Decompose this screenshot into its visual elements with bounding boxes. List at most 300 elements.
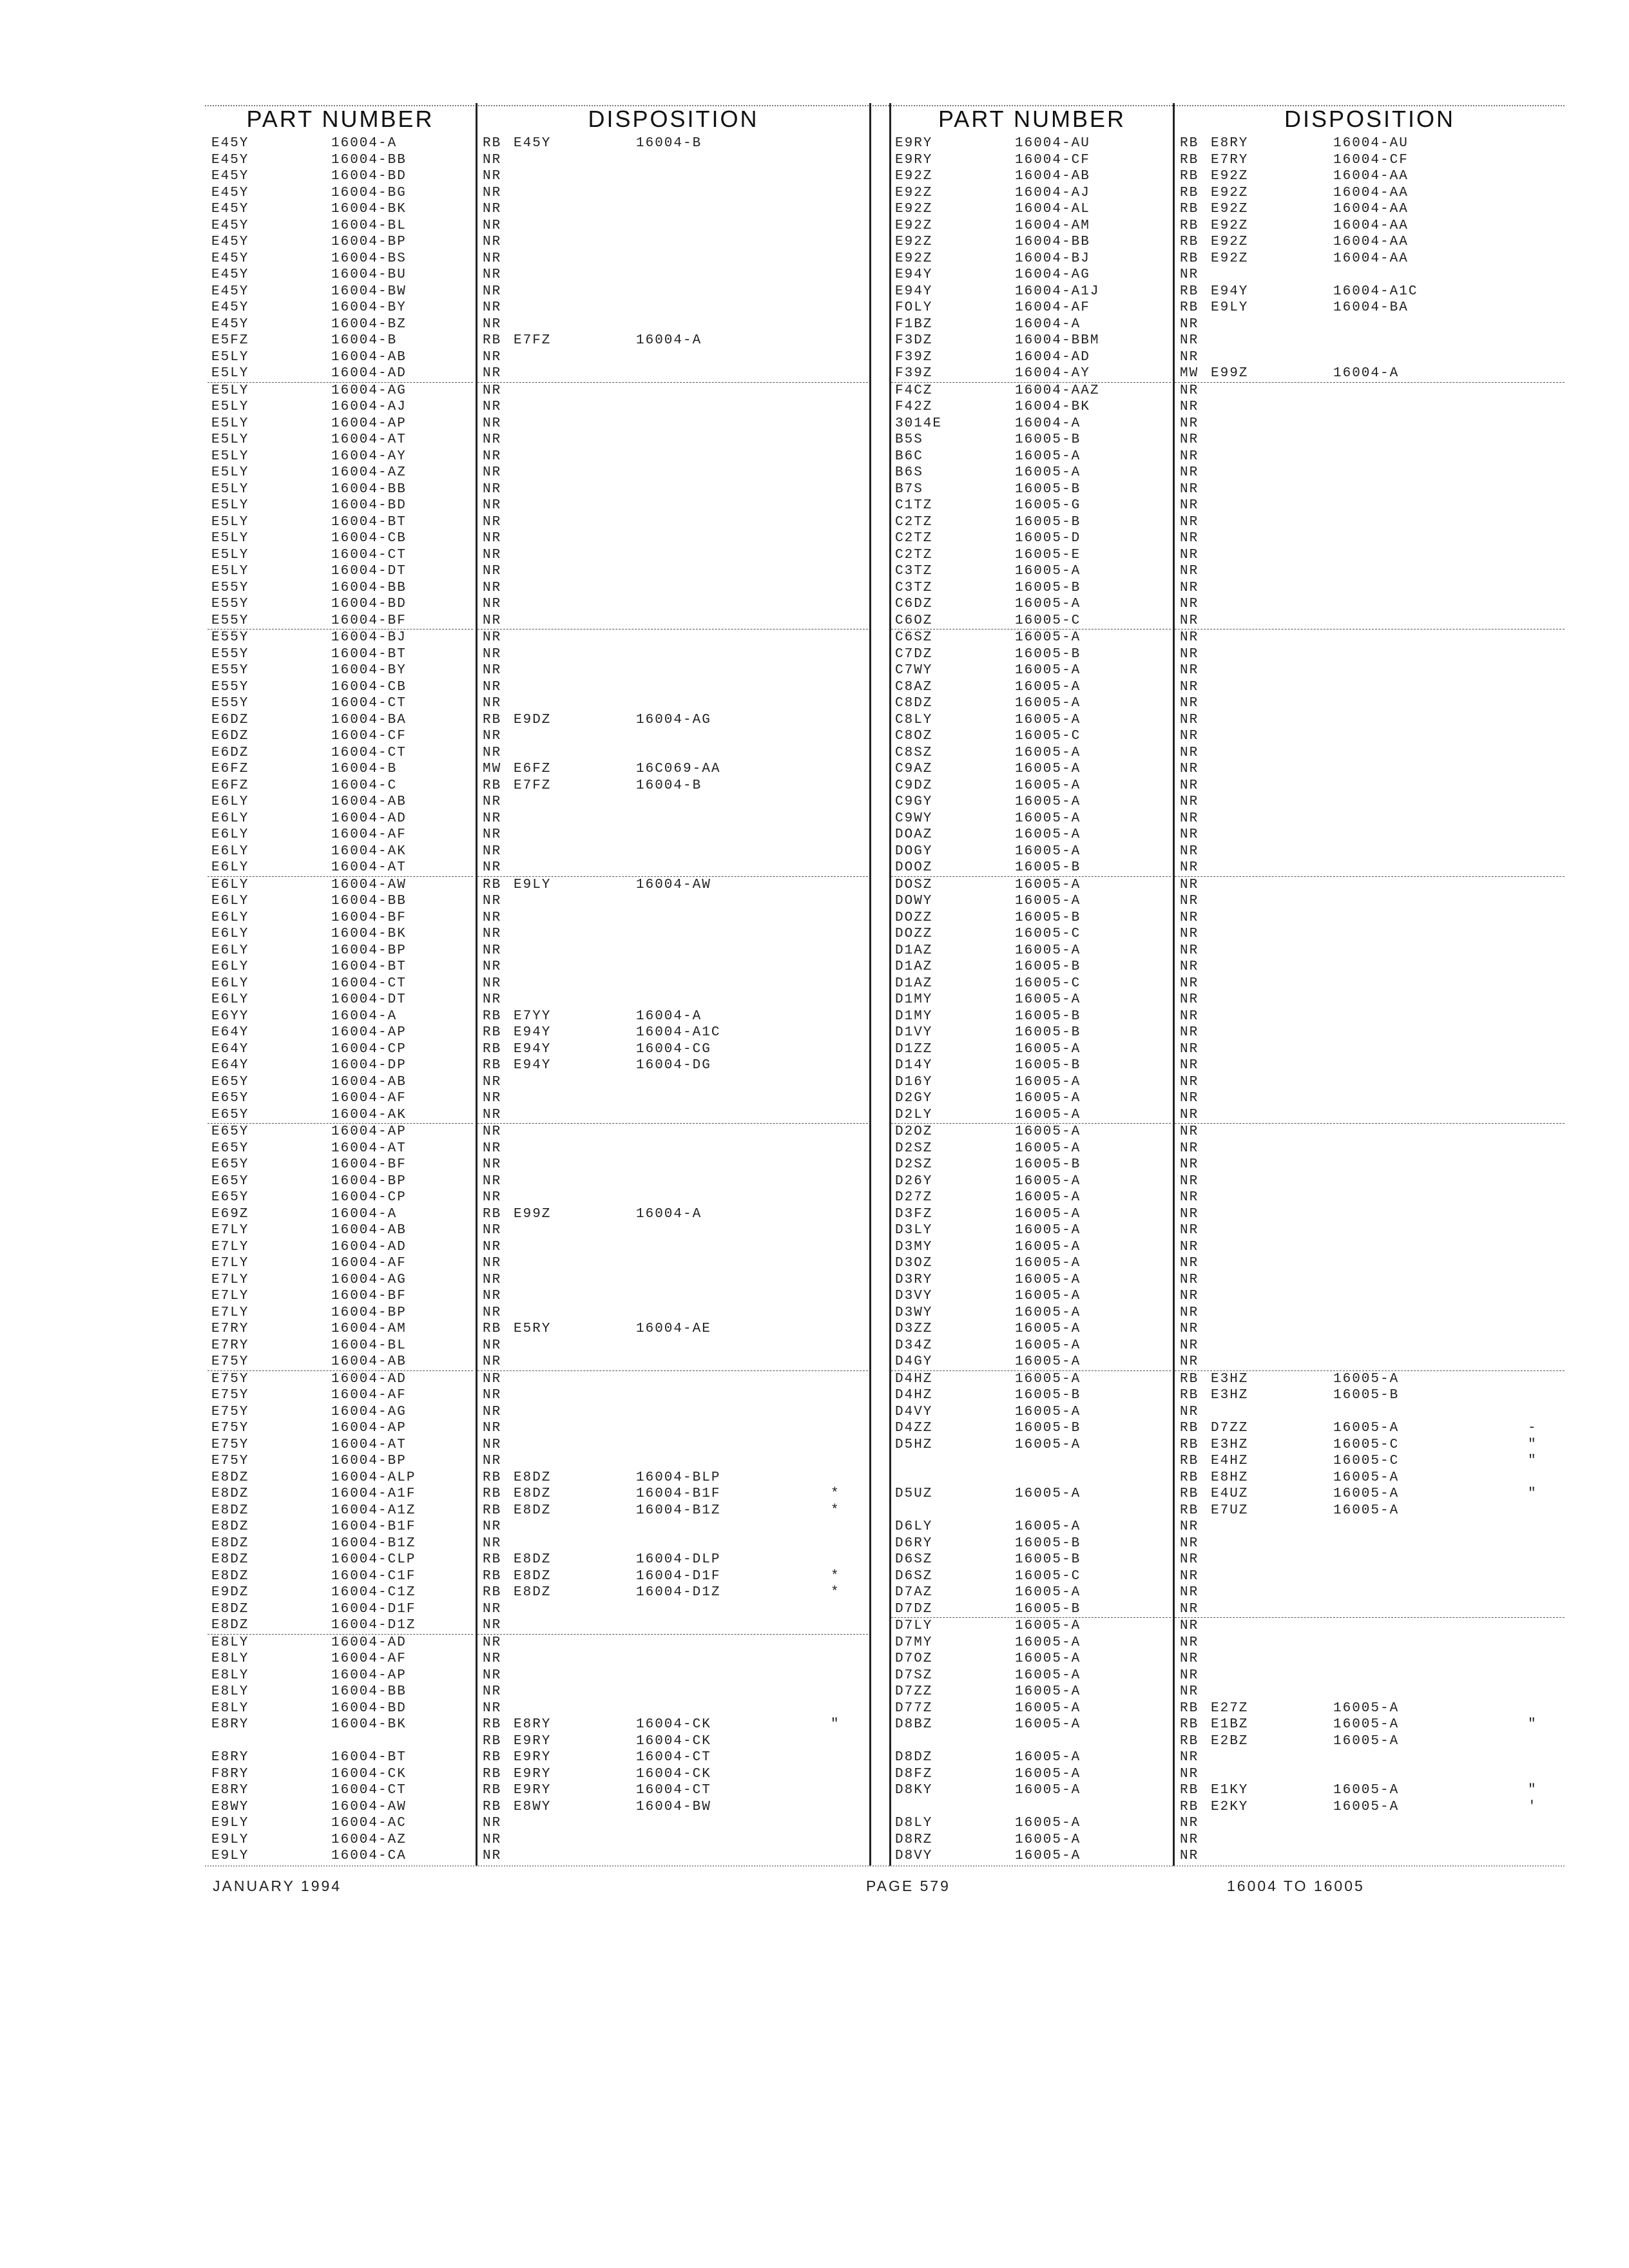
part-number: 16004-AJ [1015,185,1090,200]
disposition-code: RB [1180,1503,1199,1518]
part-number: 16005-A [1015,811,1081,826]
table-row [891,1404,1171,1421]
disposition-code: NR [1180,316,1199,332]
table-row [207,1799,473,1816]
part-prefix: E6LY [211,894,249,908]
table-row [207,497,473,514]
disposition-code: NR [483,235,502,249]
table-row [1175,365,1565,383]
disposition-code: NR [1180,498,1199,513]
part-prefix: E7LY [211,1289,249,1303]
part-prefix: E6LY [211,959,249,974]
table-row [207,992,473,1008]
table-row [207,481,473,498]
table-row [891,218,1171,235]
part-prefix: D7SZ [895,1667,933,1683]
header-part-number-left: PART NUMBER [246,106,434,132]
table-row [891,1832,1171,1849]
table-row [891,1090,1171,1107]
table-row [477,811,868,827]
table-row [891,1782,1171,1799]
table-row [1175,1470,1565,1486]
disposition-code: RB [1180,185,1199,200]
table-row [477,1584,868,1601]
table-row [1175,530,1565,547]
table-row [1175,646,1565,663]
table-row [1175,959,1565,975]
part-number: 16004-B [331,333,398,348]
part-prefix: E8DZ [211,1503,249,1518]
table-row [891,975,1171,992]
part-number: 16005-A [1015,597,1081,611]
part-number: 16004-BF [331,1157,407,1172]
part-number: 16004-BD [331,169,407,184]
table-row [477,152,868,169]
disposition-code: NR [483,316,502,332]
part-prefix: E8DZ [211,1486,249,1501]
table-row [891,1733,1171,1750]
part-prefix: E7LY [211,1223,249,1238]
part-number: 16005-A [1015,564,1081,579]
part-number: 16004-BP [331,235,407,249]
part-number: 16004-CT [331,547,407,562]
row-mark: " [831,1717,840,1732]
disposition-code: NR [1180,481,1199,497]
part-number: 16004-AY [1015,366,1090,381]
part-prefix: E65Y [211,1140,249,1156]
disposition-code: NR [483,1519,502,1534]
part-prefix: E55Y [211,630,249,645]
disposition-code: NR [1180,630,1199,645]
table-row [1175,1090,1565,1107]
table-row [477,1354,868,1371]
table-row [1175,1024,1565,1041]
disposition-code: NR [483,1684,502,1699]
part-prefix: E5LY [211,432,249,447]
table-row [207,778,473,794]
disposition-code: RB [1180,300,1199,315]
table-row [1175,152,1565,169]
part-prefix: D7DZ [895,1601,933,1617]
disposition-code: NR [483,218,502,233]
part-number: 16004-AF [1015,300,1090,315]
table-row [1175,514,1565,531]
replacement-part-number: 16004-A [636,1008,702,1024]
table-row [1175,316,1565,333]
part-number: 16004-CB [331,679,407,695]
disposition-code: NR [1180,1041,1199,1057]
part-number: 16004-BU [331,267,407,282]
table-row [477,1387,868,1404]
table-row [891,1716,1171,1733]
row-mark: " [1528,1437,1537,1452]
part-prefix: E92Z [895,169,933,184]
part-prefix: B7S [895,481,923,497]
table-row [891,679,1171,696]
disposition-code: NR [1180,1535,1199,1551]
table-row [1175,1601,1565,1619]
part-number: 16005-A [1015,1107,1081,1122]
replacement-part-number: 16004-D1Z [636,1585,721,1600]
part-prefix: E55Y [211,580,249,595]
table-row [891,1420,1171,1437]
part-number: 16005-B [1015,910,1081,925]
disposition-code: NR [1180,383,1199,398]
table-row [207,794,473,811]
disposition-code: NR [483,959,502,974]
disposition-code: NR [1180,465,1199,480]
table-row [891,1305,1171,1321]
disposition-code: NR [1180,1058,1199,1073]
table-row [207,745,473,762]
disposition-code: NR [1180,679,1199,695]
part-number: 16005-B [1015,580,1081,595]
disposition-code: NR [1180,1305,1199,1320]
table-row [207,1749,473,1766]
part-prefix: D3MY [895,1239,933,1254]
disposition-code: NR [483,1667,502,1683]
disposition-code: RB [1180,1783,1199,1798]
table-row [1175,218,1565,235]
part-prefix: E69Z [211,1206,249,1222]
table-row [1175,1124,1565,1140]
part-number: 16004-A [331,136,398,151]
disposition-code: NR [1180,943,1199,958]
table-row [1175,1667,1565,1684]
part-number: 16005-B [1015,1157,1081,1172]
part-number: 16004-BB [331,152,407,168]
table-row [207,827,473,843]
replacement-part-number: 16004-CK [636,1733,711,1749]
part-prefix: D1MY [895,1008,933,1024]
disposition-code: NR [483,1454,502,1468]
part-number: 16005-A [1015,1338,1081,1353]
part-prefix: C1TZ [895,498,933,513]
part-number: 16005-A [1015,762,1081,776]
table-row [1175,1832,1565,1849]
disposition-code: NR [483,1421,502,1436]
part-number: 16005-A [1015,827,1081,842]
table-row [891,1618,1171,1635]
disposition-code: NR [483,465,502,480]
replacement-prefix: E9DZ [514,712,552,727]
part-number: 16004-C [331,778,398,793]
part-number: 16005-A [1015,1074,1081,1090]
table-row [477,712,868,729]
part-number: 16004-AF [331,1388,407,1403]
table-row [207,580,473,597]
part-number: 16004-DP [331,1058,407,1073]
row-mark: ' [1528,1799,1537,1814]
disposition-code: NR [483,1338,502,1353]
disposition-code: NR [483,1388,502,1403]
part-number: 16005-A [1015,712,1081,727]
table-row [207,712,473,729]
table-row [1175,1404,1565,1421]
disposition-code: NR [483,1289,502,1303]
table-row [477,1157,868,1173]
table-row [207,1635,473,1651]
disposition-code: NR [483,1437,502,1452]
table-row [207,811,473,827]
table-row [207,1305,473,1321]
part-prefix: D6RY [895,1535,933,1551]
table-row [1175,1782,1565,1799]
table-row [1175,1157,1565,1173]
disposition-code: RB [483,1321,502,1336]
disposition-code: NR [1180,514,1199,530]
table-row [891,1519,1171,1535]
replacement-prefix: D7ZZ [1211,1421,1249,1436]
disposition-code: NR [1180,794,1199,809]
part-number: 16004-ALP [331,1470,416,1485]
table-row [891,1568,1171,1585]
part-prefix: E92Z [895,218,933,233]
disposition-code: NR [1180,1289,1199,1303]
disposition-code: NR [1180,745,1199,760]
part-prefix: E7LY [211,1256,249,1271]
table-row [477,1255,868,1272]
table-row [477,1700,868,1717]
disposition-code: NR [1180,1601,1199,1617]
replacement-part-number: 16005-C [1333,1454,1400,1468]
table-row [1175,877,1565,894]
disposition-code: NR [1180,696,1199,711]
table-row [1175,399,1565,416]
part-number: 16004-BP [331,1454,407,1468]
table-row [1175,761,1565,778]
disposition-code: NR [1180,267,1199,282]
table-row [891,1815,1171,1832]
part-number: 16005-B [1015,646,1081,662]
column-divider-left-end [869,103,871,1866]
part-number: 16005-B [1015,432,1081,447]
table-row [477,1041,868,1058]
table-row [477,383,868,399]
part-prefix: D4ZZ [895,1421,933,1436]
table-row [891,481,1171,498]
table-row [207,1124,473,1140]
replacement-part-number: 16004-A [636,1206,702,1222]
part-number: 16005-A [1015,1305,1081,1320]
disposition-code: NR [1180,1519,1199,1534]
part-prefix: E9DZ [211,1585,249,1600]
table-row [891,943,1171,959]
part-prefix: E5LY [211,531,249,546]
part-prefix: D5UZ [895,1486,933,1501]
part-prefix: E64Y [211,1041,249,1057]
part-number: 16005-A [1015,1190,1081,1205]
table-row [207,1074,473,1091]
part-number: 16004-D1Z [331,1618,416,1633]
part-prefix: E8RY [211,1750,249,1765]
part-number: 16004-BP [331,1305,407,1320]
replacement-prefix: E1BZ [1211,1717,1249,1732]
part-number: 16004-AD [331,366,407,381]
part-number: 16004-BP [331,1173,407,1189]
part-prefix: E6FZ [211,778,249,793]
table-row [207,1057,473,1074]
part-prefix: FOLY [895,300,933,315]
disposition-code: NR [483,1404,502,1419]
part-prefix: C8SZ [895,745,933,760]
disposition-code: NR [1180,959,1199,974]
disposition-code: NR [483,1074,502,1090]
disposition-code: RB [1180,218,1199,233]
part-prefix: D1ZZ [895,1041,933,1057]
replacement-prefix: E9RY [514,1766,552,1782]
replacement-part-number: 16004-CK [636,1766,711,1782]
table-row [891,629,1171,646]
disposition-code: NR [483,1124,502,1139]
part-number: 16005-A [1015,1684,1081,1699]
disposition-code: NR [483,481,502,497]
disposition-code: NR [483,646,502,662]
replacement-part-number: 16004-A1C [1333,284,1418,299]
disposition-code: NR [483,975,502,991]
header-part-number-right: PART NUMBER [938,106,1126,132]
table-row [207,1733,473,1750]
part-prefix: E5LY [211,465,249,480]
part-prefix: E7RY [211,1338,249,1353]
table-row [477,596,868,613]
replacement-part-number: 16005-A [1333,1486,1400,1501]
replacement-prefix: E3HZ [1211,1437,1249,1452]
part-number: 16005-A [1015,679,1081,695]
table-row [1175,1338,1565,1354]
table-row [1175,251,1565,267]
part-prefix: E92Z [895,202,933,216]
part-prefix: E8DZ [211,1601,249,1617]
table-row [891,811,1171,827]
table-row [1175,1815,1565,1832]
table-row [1175,1074,1565,1091]
table-row [207,316,473,333]
replacement-prefix: E8RY [1211,136,1249,151]
table-row [477,1519,868,1535]
replacement-prefix: E7FZ [514,333,552,348]
part-prefix: E75Y [211,1421,249,1436]
part-prefix: F4CZ [895,383,933,398]
part-number: 16005-A [1015,1091,1081,1106]
table-row [891,1470,1171,1486]
table-row [207,1404,473,1421]
table-row [477,267,868,284]
part-number: 16004-CT [331,745,407,760]
part-prefix: D1VY [895,1025,933,1040]
replacement-prefix: E9RY [514,1750,552,1765]
replacement-prefix: E2KY [1211,1799,1249,1814]
table-row [1175,1848,1565,1865]
part-prefix: C9AZ [895,762,933,776]
table-row [477,416,868,432]
replacement-prefix: E8HZ [1211,1470,1249,1485]
table-row [477,1437,868,1454]
replacement-prefix: E27Z [1211,1700,1249,1716]
part-prefix: DOAZ [895,827,933,842]
replacement-prefix: E99Z [514,1206,552,1222]
part-number: 16005-A [1015,1849,1081,1863]
part-prefix: D7MY [895,1635,933,1650]
part-number: 16004-BJ [331,630,407,645]
table-row [477,1832,868,1849]
table-row [891,1486,1171,1503]
replacement-prefix: E4HZ [1211,1454,1249,1468]
part-number: 16004-A [331,1206,398,1222]
part-prefix: E75Y [211,1437,249,1452]
disposition-code: NR [483,1849,502,1863]
table-row [477,580,868,597]
part-number: 16004-CT [331,975,407,991]
row-mark: " [1528,1717,1537,1732]
part-number: 16004-BY [331,663,407,678]
table-row [477,1321,868,1338]
part-number: 16004-BF [331,910,407,925]
table-row [1175,926,1565,943]
part-number: 16005-A [1015,1750,1081,1765]
table-row [207,1206,473,1223]
table-row [477,465,868,481]
part-number: 16005-A [1015,1206,1081,1222]
part-prefix: E6LY [211,992,249,1007]
part-prefix: E94Y [895,267,933,282]
part-number: 16004-BK [1015,399,1090,414]
table-row [207,514,473,531]
part-prefix: D2OZ [895,1124,933,1139]
disposition-code: RB [1180,1486,1199,1501]
table-row [891,1635,1171,1651]
disposition-code: NR [483,696,502,711]
table-row [1175,1008,1565,1025]
part-number: 16005-A [1015,1816,1081,1831]
table-row [207,1453,473,1470]
part-number: 16005-C [1015,1568,1081,1584]
part-prefix: E7RY [211,1321,249,1336]
disposition-code: NR [1180,1849,1199,1863]
table-row [207,1024,473,1041]
part-prefix: E64Y [211,1025,249,1040]
part-number: 16004-AB [331,1223,407,1238]
table-row [891,399,1171,416]
table-row [477,234,868,251]
replacement-part-number: 16004-AW [636,877,711,892]
disposition-code: NR [1180,1140,1199,1156]
table-row [1175,1189,1565,1206]
part-number: 16005-A [1015,1124,1081,1139]
disposition-code: NR [483,1700,502,1716]
disposition-code: NR [483,1140,502,1156]
disposition-code: RB [483,1733,502,1749]
table-row [1175,185,1565,202]
table-row [207,383,473,399]
disposition-code: NR [483,514,502,530]
table-row [1175,300,1565,316]
table-row [207,959,473,975]
disposition-code: NR [1180,1766,1199,1782]
part-number: 16004-BF [331,613,407,628]
disposition-code: NR [1180,1008,1199,1024]
part-prefix: F39Z [895,366,933,381]
disposition-code: NR [1180,416,1199,431]
part-prefix: DOGY [895,843,933,859]
table-row [891,827,1171,843]
disposition-code: NR [483,416,502,431]
part-number: 16005-B [1015,1552,1081,1567]
part-number: 16004-AF [331,1651,407,1666]
disposition-code: NR [1180,1635,1199,1650]
disposition-code: NR [1180,613,1199,628]
disposition-code: NR [1180,1585,1199,1600]
